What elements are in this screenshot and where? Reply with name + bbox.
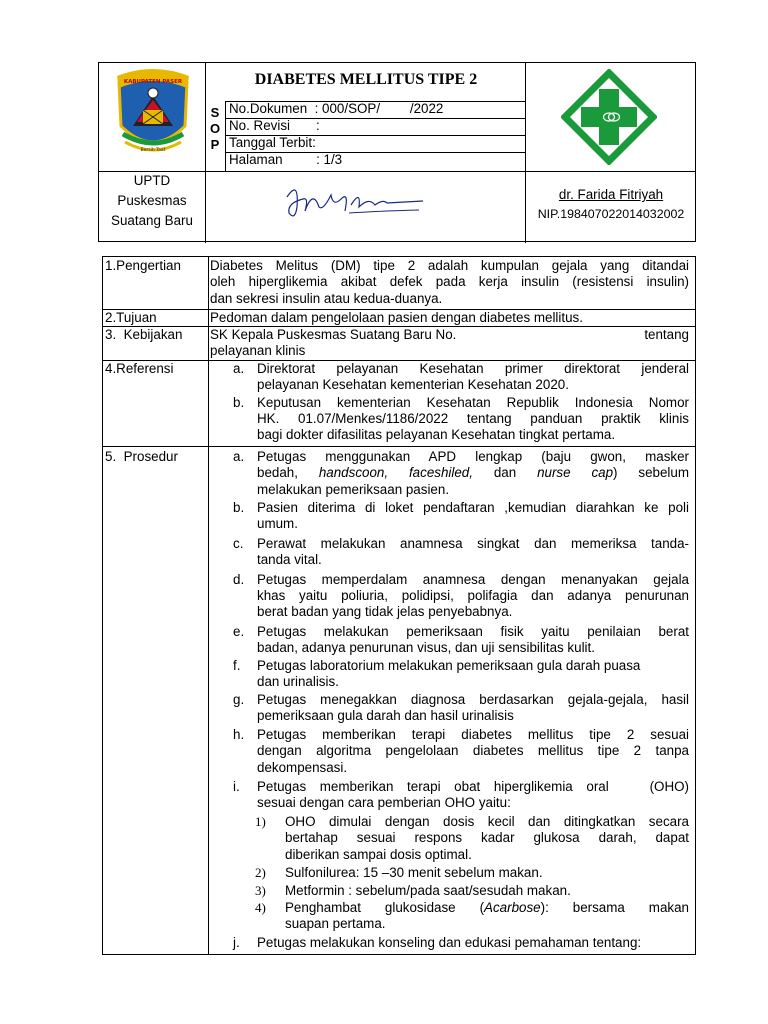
list-marker: f. [233, 658, 241, 673]
text-line: Petugas menggunakan APD lengkap (baju gwon, masker [257, 449, 689, 464]
list-marker: b. [233, 500, 245, 515]
text-line: Petugas memberikan terapi diabetes mellitus tipe 2 sesuai [257, 727, 689, 742]
text-line: Petugas menegakkan diagnosa berdasarkan gejala-gejala, hasil [257, 692, 689, 707]
list-marker: e. [233, 624, 245, 639]
text-line: berat badan yang tidak jelas penyebabnya. [257, 604, 513, 620]
meta-document-number: No.Dokumen : 000/SOP/ /2022 [229, 101, 444, 116]
kebijakan-sk: SK Kepala Puskesmas Suatang Baru No. [210, 327, 457, 342]
sop-letter: O [209, 121, 221, 136]
text-line: Metformin : sebelum/pada saat/sesudah makan. [285, 883, 571, 898]
text-line: badan, adanya penurunan visus, dan uji sensibilitas kulit. [257, 640, 595, 656]
organization-name [99, 171, 205, 231]
list-marker: c. [233, 536, 244, 551]
text-line: Keputusan kementerian Kesehatan Republik Indonesia Nomor [257, 394, 689, 410]
svg-text:Bersih Taat: Bersih Taat [140, 148, 166, 153]
text-line: Perawat melakukan anamnesa singkat dan memeriksa tanda- [257, 536, 689, 551]
text-line: Penghambat glukosidase (Acarbose): bersama makan [285, 900, 689, 915]
tujuan-text: Pedoman dalam pengelolaan pasien dengan diabetes mellitus. [210, 310, 583, 325]
text-line: sesuai dengan cara pemberian OHO yaitu: [257, 795, 511, 811]
sop-vertical-label [206, 105, 224, 153]
svg-text:KABUPATEN PASER: KABUPATEN PASER [123, 79, 183, 85]
row-label-kebijakan: 3. Kebijakan [105, 327, 183, 342]
text-line: Direktorat pelayanan Kesehatan primer direktorat jenderal [257, 361, 689, 376]
text-line: oleh hiperglikemia akibat defek pada kerja insulin (resistensi insulin) [210, 274, 689, 290]
text-line: bedah, handscoon, faceshiled, dan nurse cap) sebelum [257, 465, 689, 481]
sop-letter: S [210, 105, 220, 120]
meta-revision: No. Revisi : [229, 118, 320, 133]
list-marker: 2) [255, 865, 266, 880]
text-line: melakukan pemeriksaan pasien. [257, 481, 450, 497]
text-line: bagi dokter difasilitas pelayanan Kesehatan tingkat pertama. [257, 427, 616, 443]
sop-header-table [98, 62, 696, 242]
puskesmas-cross-logo [561, 69, 657, 165]
pengertian-text [210, 258, 689, 307]
row-label-referensi: 4.Referensi [105, 361, 174, 376]
text-line: Sulfonilurea: 15 –30 menit sebelum makan. [285, 865, 543, 880]
text-line: Petugas memberikan terapi obat hiperglikemia oral (OHO) [257, 779, 689, 794]
text-line: Petugas memperdalam anamnesa dengan menanyakan gejala [257, 571, 689, 587]
org-line: UPTD [133, 173, 171, 188]
document-title: DIABETES MELLITUS TIPE 2 [254, 71, 478, 88]
text-line: OHO dimulai dengan dosis kecil dan ditingkatkan secara [285, 814, 689, 829]
text-line: Petugas melakukan pemeriksaan fisik yaitu penilaian berat [257, 624, 689, 639]
list-marker: j. [233, 935, 240, 950]
text-line: Diabetes Melitus (DM) tipe 2 adalah kumpulan gejala yang ditandai [210, 258, 689, 273]
list-marker: 4) [255, 900, 266, 915]
list-marker: g. [233, 692, 245, 707]
text-line: dekompensasi. [257, 759, 348, 775]
sop-content-table [102, 256, 696, 955]
row-label-tujuan: 2.Tujuan [105, 310, 157, 325]
text-line: HK. 01.07/Menkes/1186/2022 tentang panduan praktik klinis [257, 410, 689, 426]
row-label-pengertian: 1.Pengertian [105, 258, 181, 273]
list-marker: b. [233, 394, 245, 410]
list-marker: h. [233, 727, 245, 742]
text-line: khas yaitu poliuria, polidipsi, polifagia dan adanya penurunan [257, 587, 689, 603]
sop-letter: P [210, 137, 220, 152]
list-marker: i. [233, 779, 240, 794]
kebijakan-line2: pelayanan klinis [210, 343, 306, 359]
signature-image [279, 177, 429, 223]
meta-issue-date: Tanggal Terbit: [229, 135, 316, 150]
text-line: pelayanan Kesehatan kementerian Kesehatan 2020. [257, 377, 569, 393]
org-line: Puskesmas [117, 193, 187, 208]
text-line: Petugas laboratorium melakukan pemeriksaan gula darah puasa [257, 658, 641, 673]
list-marker: 3) [255, 883, 266, 898]
text-line: Petugas melakukan konseling dan edukasi pemahaman tentang: [257, 935, 642, 950]
list-marker: d. [233, 571, 245, 587]
text-line: pemeriksaan gula darah dan hasil urinalisis [257, 708, 514, 724]
row-label-prosedur: 5. Prosedur [105, 449, 178, 464]
district-emblem-logo [113, 66, 193, 160]
doctor-name: dr. Farida Fitriyah [558, 187, 664, 202]
text-line: umum. [257, 516, 298, 532]
text-line: dan sekresi insulin atau kedua-duanya. [210, 290, 443, 306]
text-line: suapan pertama. [285, 916, 386, 932]
text-line: bertahap sesuai respons kadar glukosa darah, dapat [285, 830, 689, 846]
list-marker: a. [233, 449, 245, 464]
org-line: Suatang Baru [111, 213, 193, 228]
text-line: dan urinalisis. [257, 674, 339, 690]
meta-page: Halaman : 1/3 [229, 152, 343, 167]
kebijakan-text [210, 327, 689, 360]
kebijakan-tentang: tentang [644, 327, 689, 342]
doctor-nip: NIP.198407022014032002 [537, 207, 685, 221]
text-line: diberikan sampai dosis optimal. [285, 846, 472, 862]
text-line: Pasien diterima di loket pendaftaran ,kemudian diarahkan ke poli [257, 500, 689, 515]
text-line: tanda vital. [257, 552, 322, 568]
text-line: dengan algoritma pengelolaan diabetes mellitus tipe 2 tanpa [257, 743, 689, 759]
list-marker: a. [233, 361, 245, 376]
list-marker: 1) [255, 814, 266, 829]
